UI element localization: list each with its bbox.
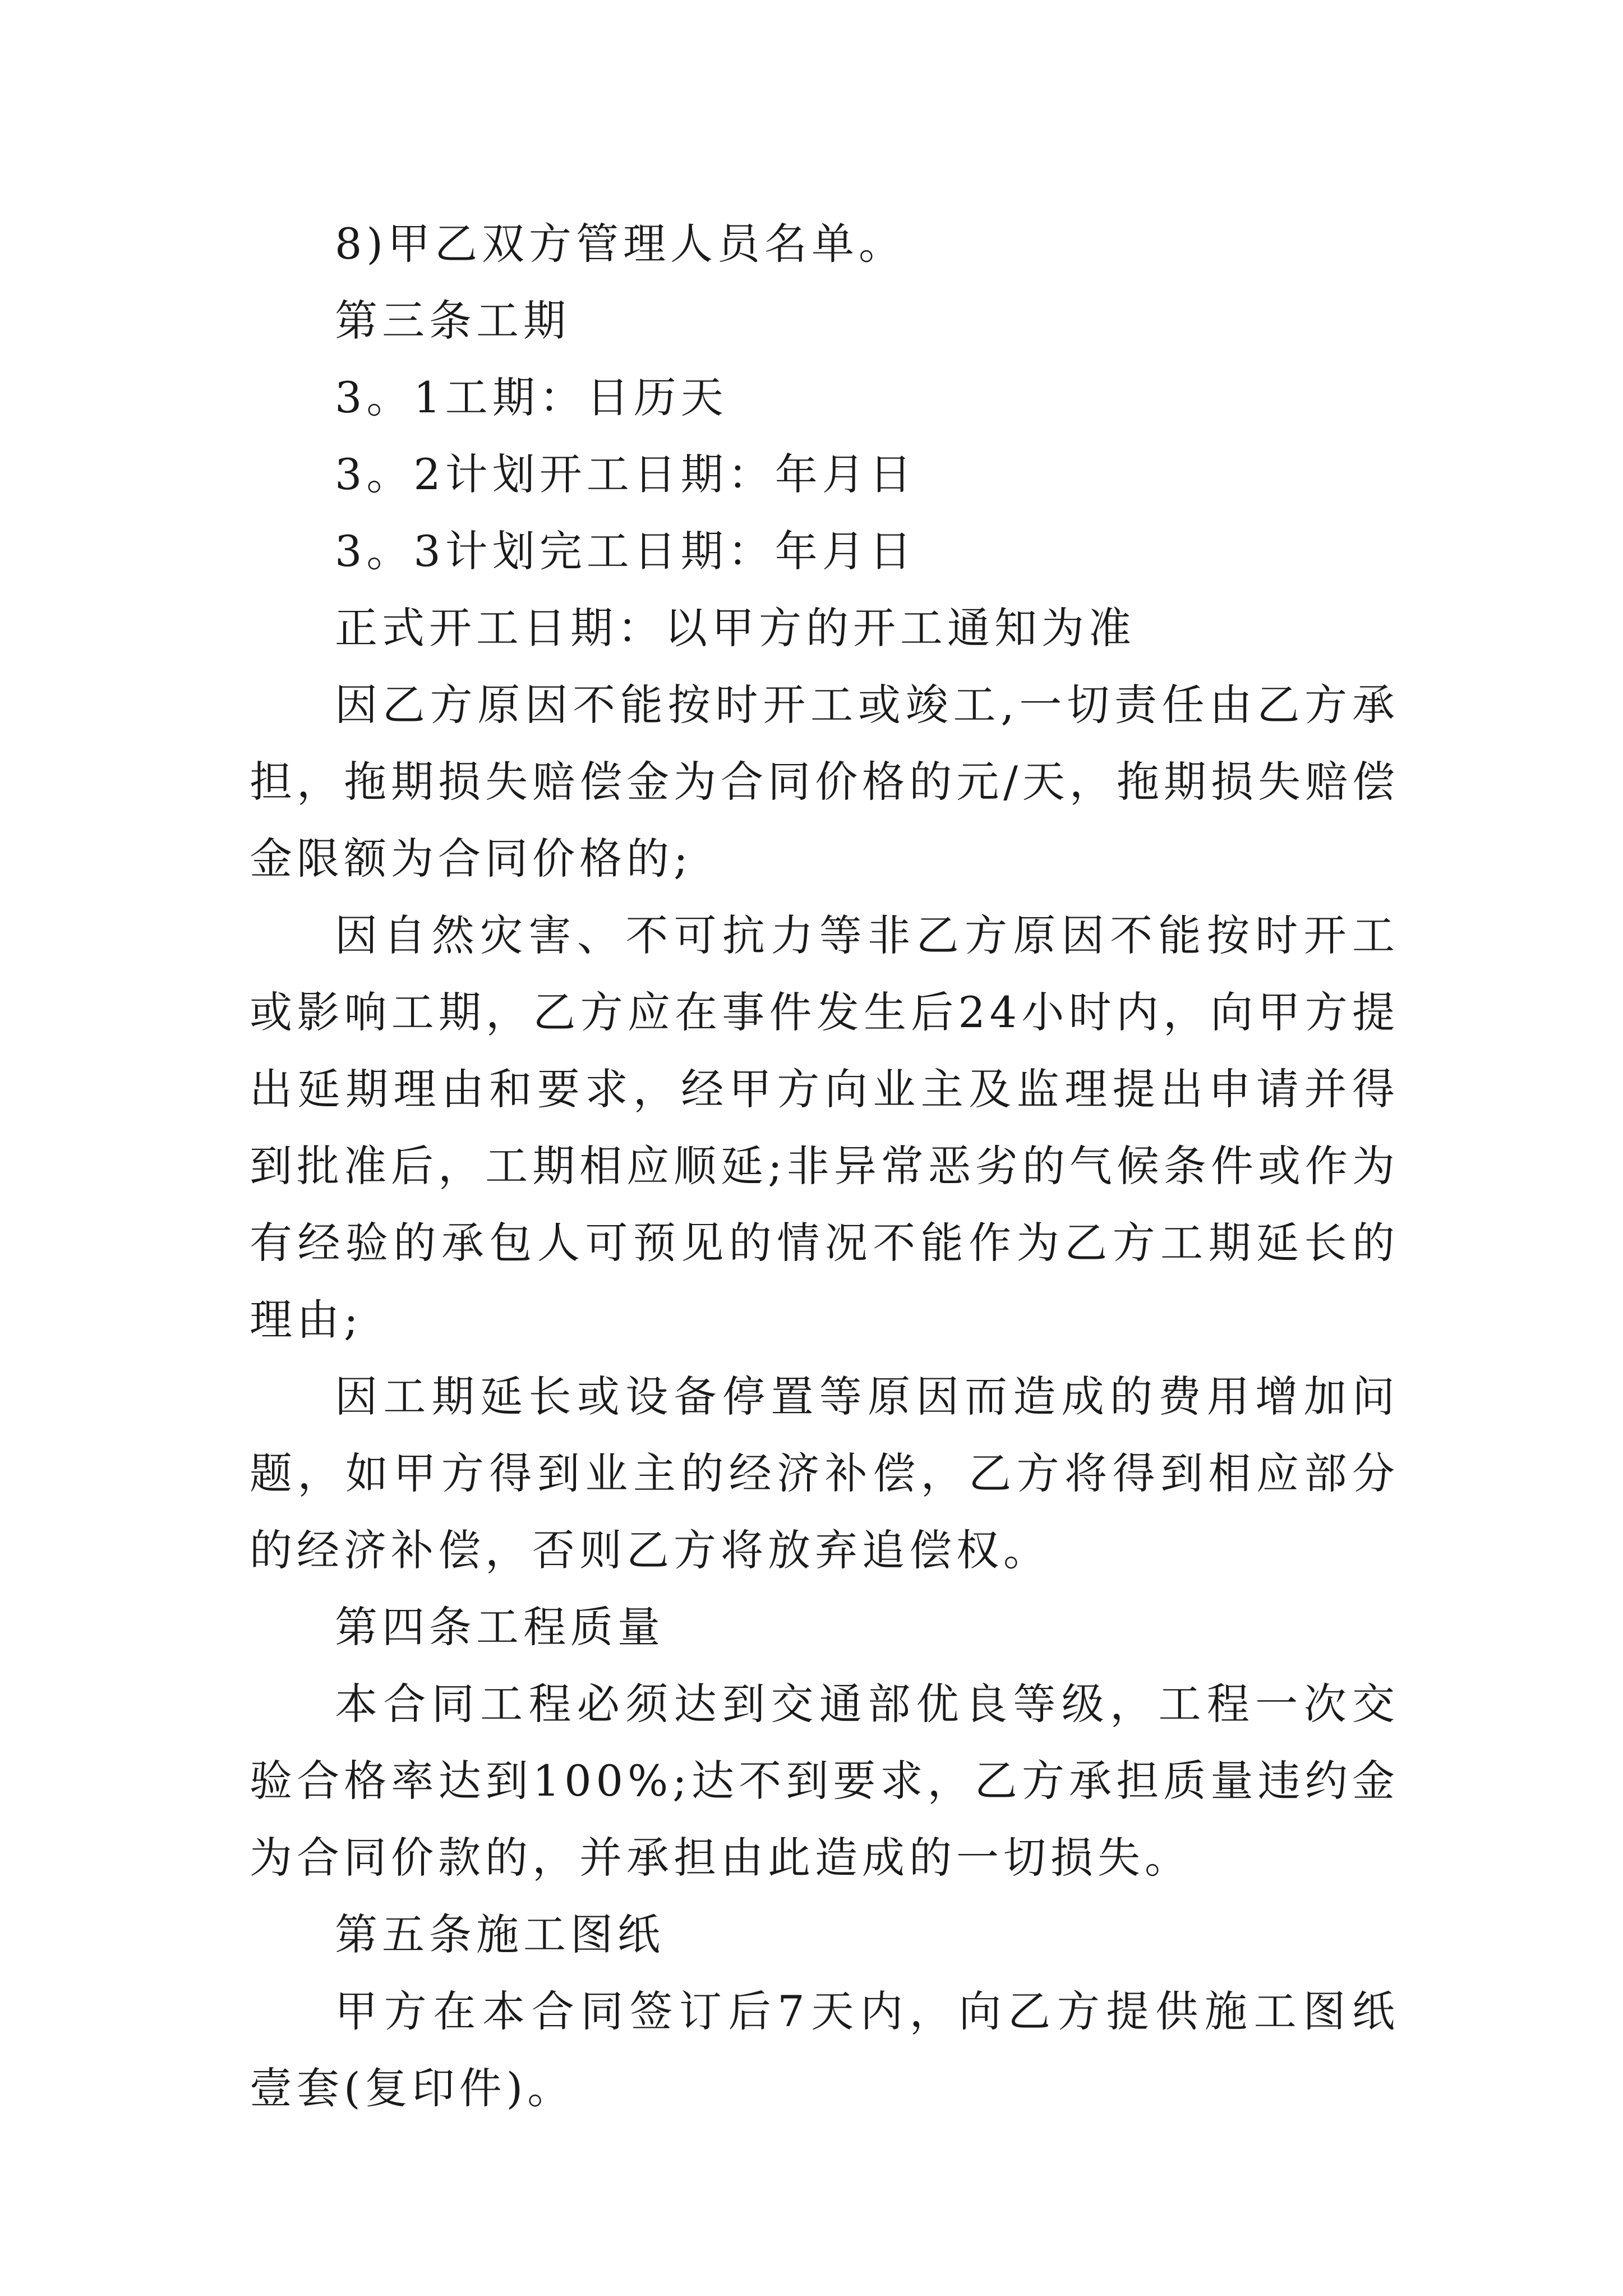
clause-3-1: 3。1工期：日历天 [335,372,728,422]
heading-article-4: 第四条工程质量 [335,1602,665,1652]
heading-article-3: 第三条工期 [335,296,570,346]
paragraph-force-majeure: 因自然灾害、不可抗力等非乙方原因不能按时开工或影响工期，乙方应在事件发生后24小时内，向甲方提出延期理由和要求，经甲方向业主及监理提出申请并得到批准后，工期相应顺延;非异常恶劣的气候条件或作为有经验的承包人可预见的情况不能作为乙方工期延长的理由; [250,910,1399,1345]
paragraph-management-list: 8)甲乙双方管理人员名单。 [335,219,906,269]
paragraph-delay-liability: 因乙方原因不能按时开工或竣工,一切责任由乙方承担，拖期损失赔偿金为合同价格的元/天，拖期损失赔偿金限额为合同价格的; [250,680,1399,884]
paragraph-cost-increase: 因工期延长或设备停置等原因而造成的费用增加问题，如甲方得到业主的经济补偿，乙方将得到相应部分的经济补偿，否则乙方将放弃追偿权。 [250,1372,1399,1575]
document-body [250,205,1399,2127]
heading-article-5: 第五条施工图纸 [335,1910,665,1959]
clause-3-2: 3。2计划开工日期：年月日 [335,449,916,499]
paragraph-drawings: 甲方在本合同签订后7天内，向乙方提供施工图纸壹套(复印件)。 [250,1986,1399,2113]
paragraph-quality: 本合同工程必须达到交通部优良等级，工程一次交验合格率达到100%;达不到要求，乙方承担质量违约金为合同价款的，并承担由此造成的一切损失。 [250,1679,1399,1883]
paragraph-start-date: 正式开工日期：以甲方的开工通知为准 [335,603,1136,653]
clause-3-3: 3。3计划完工日期：年月日 [335,526,916,576]
